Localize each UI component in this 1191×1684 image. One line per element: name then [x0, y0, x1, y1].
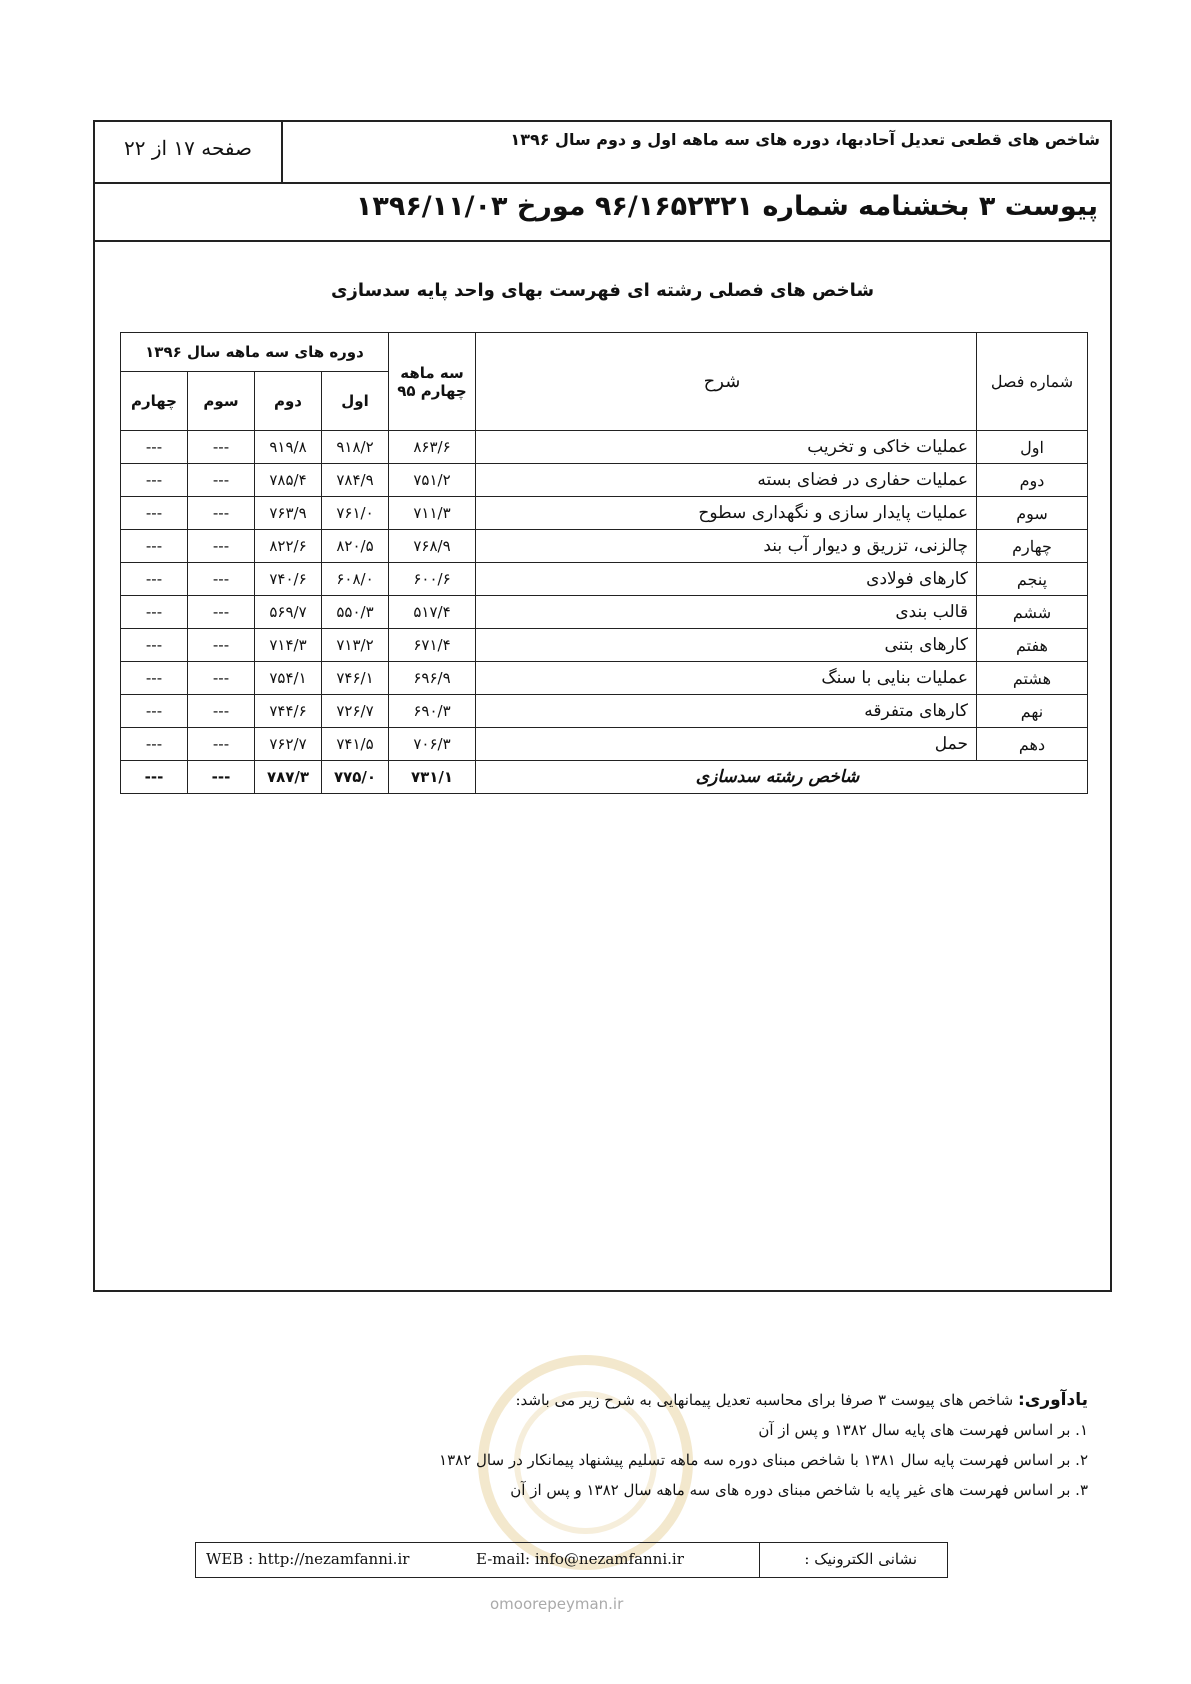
note-item: ۱. بر اساس فهرست های پایه سال ۱۳۸۲ و پس از آن [758, 1421, 1088, 1439]
website-link[interactable]: WEB : http://nezamfanni.ir [206, 1550, 410, 1568]
chapter-description: حمل [476, 728, 977, 761]
base-value: ۵۱۷/۴ [389, 596, 476, 629]
table-row [121, 464, 1088, 497]
total-q1-value: ۷۷۵/۰ [322, 761, 389, 794]
chapter-no: دهم [977, 728, 1088, 761]
table-row [121, 596, 1088, 629]
table-row [121, 530, 1088, 563]
q3-value: --- [188, 596, 255, 629]
header-base-quarter: سه ماهه چهارم ۹۵ [389, 333, 476, 431]
q4-value: --- [121, 662, 188, 695]
q2-value: ۹۱۹/۸ [255, 431, 322, 464]
q1-value: ۶۰۸/۰ [322, 563, 389, 596]
q1-value: ۷۶۱/۰ [322, 497, 389, 530]
email-link[interactable]: E-mail: info@nezamfanni.ir [476, 1550, 684, 1568]
contact-label: نشانی الکترونیک : [759, 1543, 947, 1577]
q2-value: ۷۴۴/۶ [255, 695, 322, 728]
chapter-no: اول [977, 431, 1088, 464]
q1-value: ۷۲۶/۷ [322, 695, 389, 728]
table-row [121, 629, 1088, 662]
q4-value: --- [121, 629, 188, 662]
total-q2-value: ۷۸۷/۳ [255, 761, 322, 794]
section-title: شاخص های فصلی رشته ای فهرست بهای واحد پایه سدسازی [330, 280, 875, 301]
q1-value: ۷۱۳/۲ [322, 629, 389, 662]
circular-header [95, 184, 1110, 242]
reminder-notes [188, 1385, 1088, 1505]
q1-value: ۷۴۶/۱ [322, 662, 389, 695]
notes-intro: شاخص های پیوست ۳ صرفا برای محاسبه تعدیل پیمانهایی به شرح زیر می باشد: [515, 1391, 1014, 1409]
chapter-description: چالزنی، تزریق و دیوار آب بند [476, 530, 977, 563]
table-row [121, 728, 1088, 761]
chapter-no: هشتم [977, 662, 1088, 695]
table-row [121, 431, 1088, 464]
q1-value: ۷۸۴/۹ [322, 464, 389, 497]
chapter-description: عملیات پایدار سازی و نگهداری سطوح [476, 497, 977, 530]
q2-value: ۷۶۲/۷ [255, 728, 322, 761]
notes-intro-line [188, 1385, 1088, 1415]
base-value: ۶۰۰/۶ [389, 563, 476, 596]
total-row [121, 761, 1088, 794]
q3-value: --- [188, 695, 255, 728]
total-label: شاخص رشته سدسازی [476, 761, 1088, 794]
note-item: ۳. بر اساس فهرست های غیر پایه با شاخص مبنای دوره های سه ماهه سال ۱۳۸۲ و پس از آن [510, 1481, 1088, 1499]
base-value: ۷۵۱/۲ [389, 464, 476, 497]
q3-value: --- [188, 431, 255, 464]
q1-value: ۹۱۸/۲ [322, 431, 389, 464]
q4-value: --- [121, 596, 188, 629]
q2-value: ۷۱۴/۳ [255, 629, 322, 662]
q1-value: ۷۴۱/۵ [322, 728, 389, 761]
circular-title: پیوست ۳ بخشنامه شماره ۹۶/۱۶۵۲۳۲۱ مورخ ۱۳۹۶/۱۱/۰۳ [355, 191, 1098, 222]
q3-value: --- [188, 728, 255, 761]
page-number: صفحه ۱۷ از ۲۲ [124, 136, 252, 160]
page-number-box [95, 122, 283, 182]
q4-value: --- [121, 728, 188, 761]
table-row [121, 695, 1088, 728]
chapter-no: سوم [977, 497, 1088, 530]
base-value: ۶۷۱/۴ [389, 629, 476, 662]
table-row [121, 662, 1088, 695]
base-value: ۷۶۸/۹ [389, 530, 476, 563]
total-q4-value: --- [121, 761, 188, 794]
base-value: ۶۹۰/۳ [389, 695, 476, 728]
chapter-description: کارهای فولادی [476, 563, 977, 596]
document-title: شاخص های قطعی تعدیل آحادبها، دوره های سه ماهه اول و دوم سال ۱۳۹۶ [510, 130, 1100, 149]
note-item: ۲. بر اساس فهرست پایه سال ۱۳۸۱ با شاخص مبنای دوره سه ماهه تسلیم پیشنهاد پیمانکار در سال ۱۳۸۲ [439, 1451, 1088, 1469]
header-q4: چهارم [121, 372, 188, 431]
chapter-no: پنجم [977, 563, 1088, 596]
chapter-description: عملیات حفاری در فضای بسته [476, 464, 977, 497]
header-description: شرح [476, 333, 977, 431]
q3-value: --- [188, 662, 255, 695]
q2-value: ۷۸۵/۴ [255, 464, 322, 497]
q4-value: --- [121, 563, 188, 596]
q2-value: ۷۴۰/۶ [255, 563, 322, 596]
q3-value: --- [188, 563, 255, 596]
q2-value: ۵۶۹/۷ [255, 596, 322, 629]
table-row [121, 497, 1088, 530]
header-q1: اول [322, 372, 389, 431]
q3-value: --- [188, 530, 255, 563]
header-q3: سوم [188, 372, 255, 431]
q3-value: --- [188, 464, 255, 497]
q4-value: --- [121, 464, 188, 497]
q4-value: --- [121, 530, 188, 563]
base-value: ۶۹۶/۹ [389, 662, 476, 695]
total-q3-value: --- [188, 761, 255, 794]
chapter-no: چهارم [977, 530, 1088, 563]
notes-label: یادآوری: [1017, 1390, 1088, 1410]
base-value: ۸۶۳/۶ [389, 431, 476, 464]
chapter-no: ششم [977, 596, 1088, 629]
table-row [121, 563, 1088, 596]
q4-value: --- [121, 497, 188, 530]
header-q2: دوم [255, 372, 322, 431]
base-value: ۷۰۶/۳ [389, 728, 476, 761]
watermark-text: omoorepeyman.ir [490, 1595, 624, 1613]
base-value: ۷۱۱/۳ [389, 497, 476, 530]
q1-value: ۵۵۰/۳ [322, 596, 389, 629]
total-base-value: ۷۳۱/۱ [389, 761, 476, 794]
chapter-description: کارهای متفرقه [476, 695, 977, 728]
chapter-description: قالب بندی [476, 596, 977, 629]
chapter-description: کارهای بتنی [476, 629, 977, 662]
chapter-no: دوم [977, 464, 1088, 497]
chapter-no: هفتم [977, 629, 1088, 662]
header-chapter-no: شماره فصل [977, 333, 1088, 431]
contact-box [195, 1542, 948, 1578]
q4-value: --- [121, 431, 188, 464]
q1-value: ۸۲۰/۵ [322, 530, 389, 563]
chapter-description: عملیات خاکی و تخریب [476, 431, 977, 464]
chapter-description: عملیات بنایی با سنگ [476, 662, 977, 695]
chapter-no: نهم [977, 695, 1088, 728]
q2-value: ۷۵۴/۱ [255, 662, 322, 695]
q2-value: ۸۲۲/۶ [255, 530, 322, 563]
header-periods-group: دوره های سه ماهه سال ۱۳۹۶ [121, 333, 389, 372]
q4-value: --- [121, 695, 188, 728]
page-frame [93, 120, 1112, 1292]
q3-value: --- [188, 497, 255, 530]
q3-value: --- [188, 629, 255, 662]
q2-value: ۷۶۳/۹ [255, 497, 322, 530]
header-row [95, 122, 1110, 184]
index-table [120, 332, 1088, 794]
